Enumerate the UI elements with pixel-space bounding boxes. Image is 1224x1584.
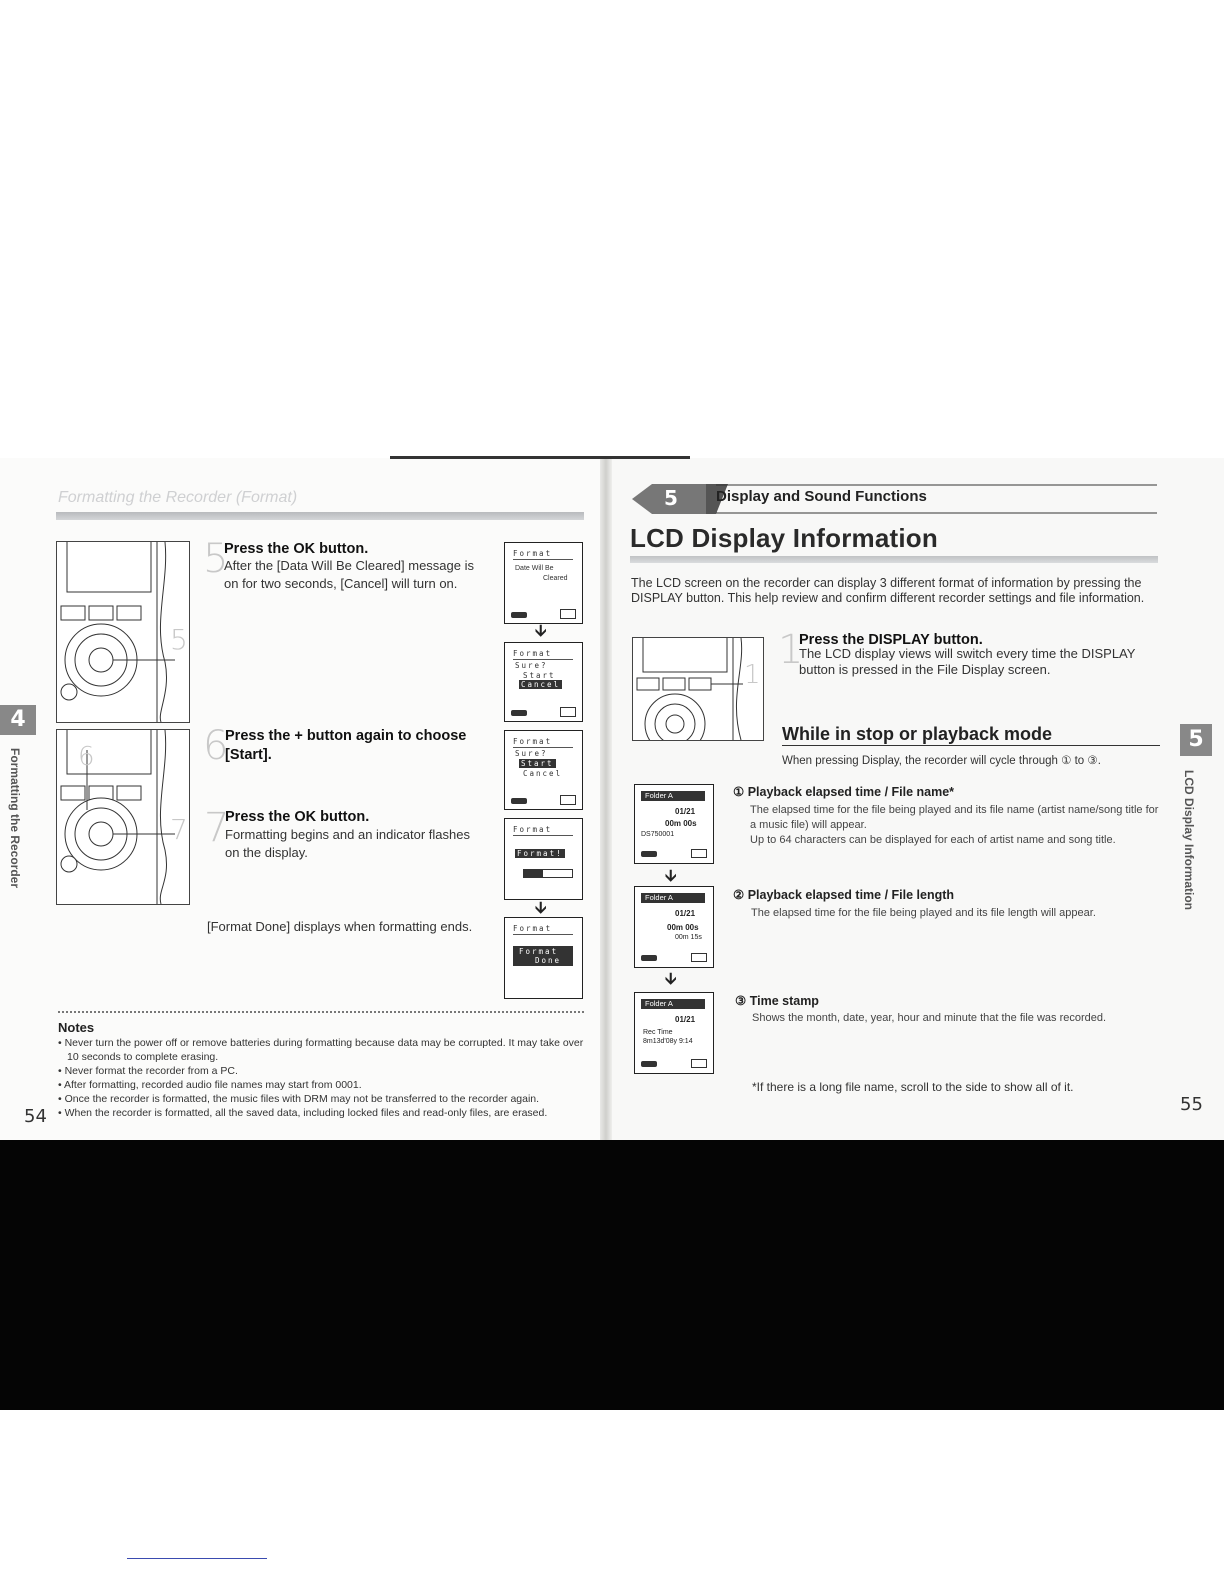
subheading: While in stop or playback mode (782, 724, 1053, 744)
step-number: 1 (778, 627, 804, 673)
chapter-tab: 4 (0, 705, 36, 735)
down-arrow-icon: 🡫 (535, 900, 547, 917)
section-title: Display and Sound Functions (716, 488, 927, 505)
notes-divider (58, 1011, 584, 1013)
down-arrow-icon: 🡫 (665, 868, 677, 885)
note-item: • After formatting, recorded audio file names may start from 0001. (58, 1078, 590, 1092)
lcd-screen: Format Sure? Start Cancel (504, 730, 583, 810)
lcd-screen: Format Format! (504, 818, 583, 900)
step-body: The LCD display views will switch every time the DISPLAY button is pressed in the File Display screen. (799, 646, 1136, 677)
note-item: • When the recorder is formatted, all the saved data, including locked files and read-only files, are erased. (58, 1106, 590, 1120)
page-top-edge (390, 456, 690, 459)
step-number: 6 (203, 723, 229, 769)
display-item-title: ② Playback elapsed time / File length (733, 888, 955, 902)
format-done-text: [Format Done] displays when formatting ends. (207, 919, 473, 934)
step-title: Press the DISPLAY button. (799, 632, 983, 648)
display-item-title: ③ Time stamp (735, 994, 819, 1008)
display-item-title: ① Playback elapsed time / File name* (733, 785, 955, 799)
lcd-screen: Format Date Will Be Cleared (504, 542, 583, 624)
page-fold (600, 458, 612, 1140)
header-rule (56, 512, 584, 520)
page-number: 55 (1180, 1094, 1203, 1115)
page-title: LCD Display Information (630, 523, 938, 553)
display-item-body: The elapsed time for the file being played and its file length will appear. (751, 907, 1096, 919)
subheading-rule (782, 745, 1160, 746)
display-item-body: Shows the month, date, year, hour and minute that the file was recorded. (752, 1012, 1107, 1024)
step-body: Formatting begins and an indicator flashes on the display. (225, 827, 470, 860)
step-title: Press the OK button. (224, 541, 369, 557)
notes-list (58, 1036, 590, 1120)
note-item: • Never format the recorder from a PC. (58, 1064, 590, 1078)
callout-5: 5 (170, 623, 188, 656)
page-header: Formatting the Recorder (Format) (58, 489, 298, 506)
intro-text: The LCD screen on the recorder can display 3 different format of information by pressing the DISPLAY button. This help review and confirm different recorder settings and file information. (631, 576, 1145, 605)
footnote: *If there is a long file name, scroll to the side to show all of it. (752, 1080, 1074, 1094)
step-number: 5 (203, 536, 229, 582)
chapter-label: LCD Display Information (1182, 770, 1196, 911)
chapter-tab: 5 (1180, 724, 1212, 756)
lcd-screen: Folder A 01/21 00m 00s 00m 15s (634, 886, 714, 968)
section-number: 5 (664, 486, 678, 510)
step-body: After the [Data Will Be Cleared] message is on for two seconds, [Cancel] will turn on. (224, 558, 474, 591)
down-arrow-icon: 🡫 (665, 971, 677, 988)
lcd-screen: Folder A 01/21 00m 00s DS750001 (634, 784, 714, 864)
callout-1: 1 (744, 660, 761, 690)
down-arrow-icon: 🡫 (535, 623, 547, 640)
note-item: • Once the recorder is formatted, the music files with DRM may not be transferred to the recorder again. (58, 1092, 590, 1106)
lcd-screen: Format Sure? Start Cancel (504, 642, 583, 722)
lcd-screen: Format Format Done (504, 917, 583, 999)
title-rule (630, 556, 1158, 563)
display-item-body: The elapsed time for the file being played and its file name (artist name/song title for a music file) will appear. Up to 64 characters can be displayed for each of artist name and song title. (750, 804, 1159, 846)
note-item: • Never turn the power off or remove batteries during formatting because data may be corrupted. It may take over 10 seconds to complete erasing. (58, 1036, 590, 1064)
step-title: Press the + button again to choose [Start]. (225, 728, 467, 763)
lcd-screen: Folder A 01/21 Rec Time 8m13d'08y 9:14 (634, 992, 714, 1074)
callout-6: 6 (78, 742, 95, 772)
page-number: 54 (24, 1106, 47, 1127)
callout-7: 7 (170, 813, 188, 846)
chapter-label: Formatting the Recorder (8, 748, 22, 889)
scan-background (0, 1140, 1224, 1410)
notes-heading: Notes (58, 1020, 95, 1035)
step-title: Press the OK button. (225, 809, 370, 825)
subheading-body: When pressing Display, the recorder will cycle through ① to ③. (782, 755, 1101, 767)
scan-line (127, 1558, 267, 1559)
step-number: 7 (204, 805, 230, 851)
